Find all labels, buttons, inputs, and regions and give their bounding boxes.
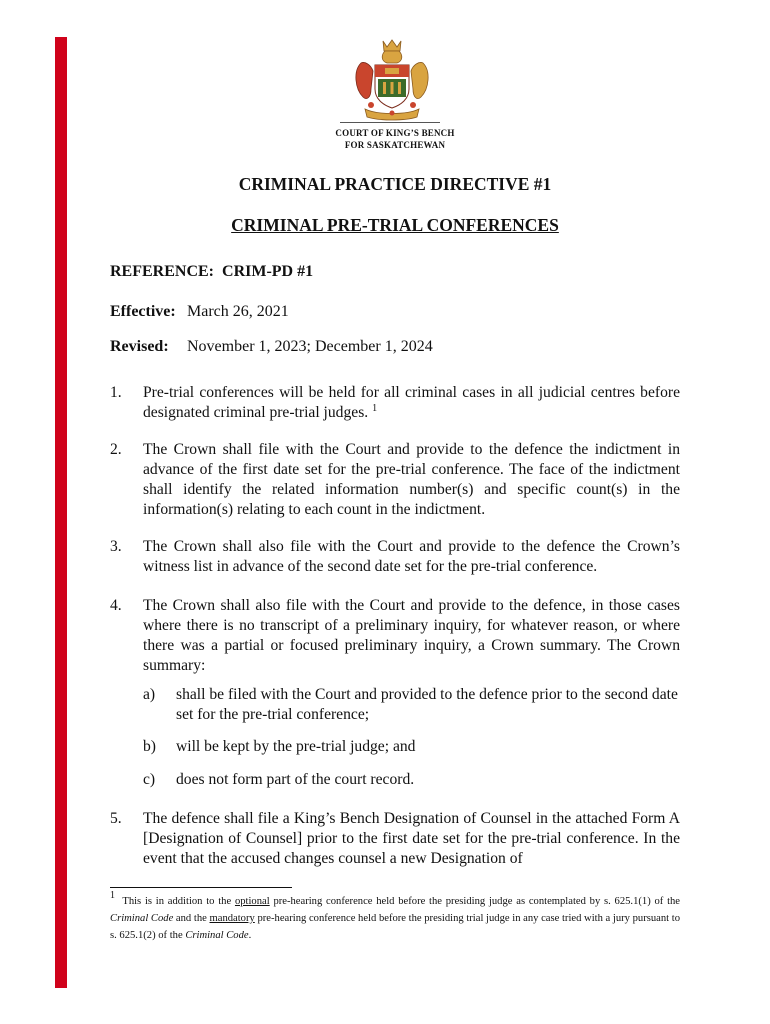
court-name-line2: FOR SASKATCHEWAN xyxy=(344,140,446,150)
subitem-c xyxy=(143,770,680,790)
directive-subtitle: CRIMINAL PRE-TRIAL CONFERENCES xyxy=(231,215,559,235)
effective-label: Effective: xyxy=(110,303,176,320)
subitem-a xyxy=(143,685,680,725)
footnote-mandatory: mandatory xyxy=(209,913,255,924)
paragraph-number: 5. xyxy=(110,810,122,827)
paragraph-2 xyxy=(110,440,680,520)
footnote-text: and the xyxy=(173,913,210,924)
subitem-number: c) xyxy=(143,771,156,788)
paragraph-4 xyxy=(110,596,680,676)
footnote-text: pre-hearing conference held before the presiding trial judge in any case tried with a jury pursuant to s. 625.1(2) of the xyxy=(110,913,680,941)
reference-value: CRIM-PD #1 xyxy=(222,263,314,280)
revised-line xyxy=(110,338,433,356)
court-name xyxy=(300,127,490,151)
left-accent-bar xyxy=(55,37,67,988)
footnote-divider xyxy=(110,887,292,888)
paragraph-1 xyxy=(110,383,680,423)
footnote-text: . xyxy=(248,930,252,941)
subitem-text: does not form part of the court record. xyxy=(176,771,415,788)
reference-label: REFERENCE: xyxy=(110,263,215,280)
paragraph-number: 1. xyxy=(110,384,122,401)
paragraph-number: 3. xyxy=(110,538,122,555)
paragraph-text: The Crown shall also file with the Court and provide to the defence, in those cases where there is no transcript of a preliminary inquiry, for whatever reason, or where there was a partial or focused preliminary inquiry, a Crown summary. The Crown summary: xyxy=(143,597,680,674)
subitem-text: will be kept by the pre-trial judge; and xyxy=(176,738,416,755)
subitem-text: shall be filed with the Court and provided to the defence prior to the second date set for the pre-trial conference; xyxy=(176,686,678,723)
footnote-criminal-code: Criminal Code xyxy=(110,913,174,924)
revised-value: November 1, 2023; December 1, 2024 xyxy=(187,338,433,355)
footnote-text: This is in addition to the xyxy=(122,896,235,907)
subitem-b xyxy=(143,737,680,757)
paragraph-text: The defence shall file a King’s Bench Designation of Counsel in the attached Form A [Designation of Counsel] prior to the first date set for the pre-trial conference. In the event that the accused changes counsel a new Designation of xyxy=(143,810,680,867)
footnote-text: pre-hearing conference held before the presiding judge as contemplated by s. 625.1(1) of the xyxy=(269,896,681,907)
footnote-criminal-code: Criminal Code xyxy=(185,930,249,941)
paragraph-3 xyxy=(110,537,680,577)
revised-label: Revised: xyxy=(110,338,169,355)
paragraph-number: 2. xyxy=(110,441,122,458)
footnote xyxy=(110,890,681,944)
crest-divider xyxy=(340,122,440,123)
coat-of-arms-icon xyxy=(347,37,437,123)
paragraph-5 xyxy=(110,809,680,869)
footnote-optional: optional xyxy=(234,896,270,907)
paragraph-text: The Crown shall also file with the Court and provide to the defence the Crown’s witness list in advance of the second date set for the pre-trial conference. xyxy=(143,538,680,575)
effective-value: March 26, 2021 xyxy=(187,303,289,320)
paragraph-text: The Crown shall file with the Court and provide to the defence the indictment in advance of the first date set for the pre-trial conference. The face of the indictment shall identify the related information number(s) and specific count(s) in the information(s) relating to each count in the indictment. xyxy=(143,441,680,518)
court-name-line1: COURT OF KING’S BENCH xyxy=(335,128,455,138)
paragraph-text: Pre-trial conferences will be held for all criminal cases in all judicial centres before designated criminal pre-trial judges. xyxy=(143,384,680,421)
subitem-number: a) xyxy=(143,686,156,703)
footnote-number: 1 xyxy=(110,890,115,901)
footnote-reference[interactable]: 1 xyxy=(372,403,378,414)
reference-line xyxy=(110,263,313,281)
paragraph-number: 4. xyxy=(110,597,122,614)
directive-title: CRIMINAL PRACTICE DIRECTIVE #1 xyxy=(238,174,552,194)
subitem-number: b) xyxy=(143,738,156,755)
effective-line xyxy=(110,303,289,321)
